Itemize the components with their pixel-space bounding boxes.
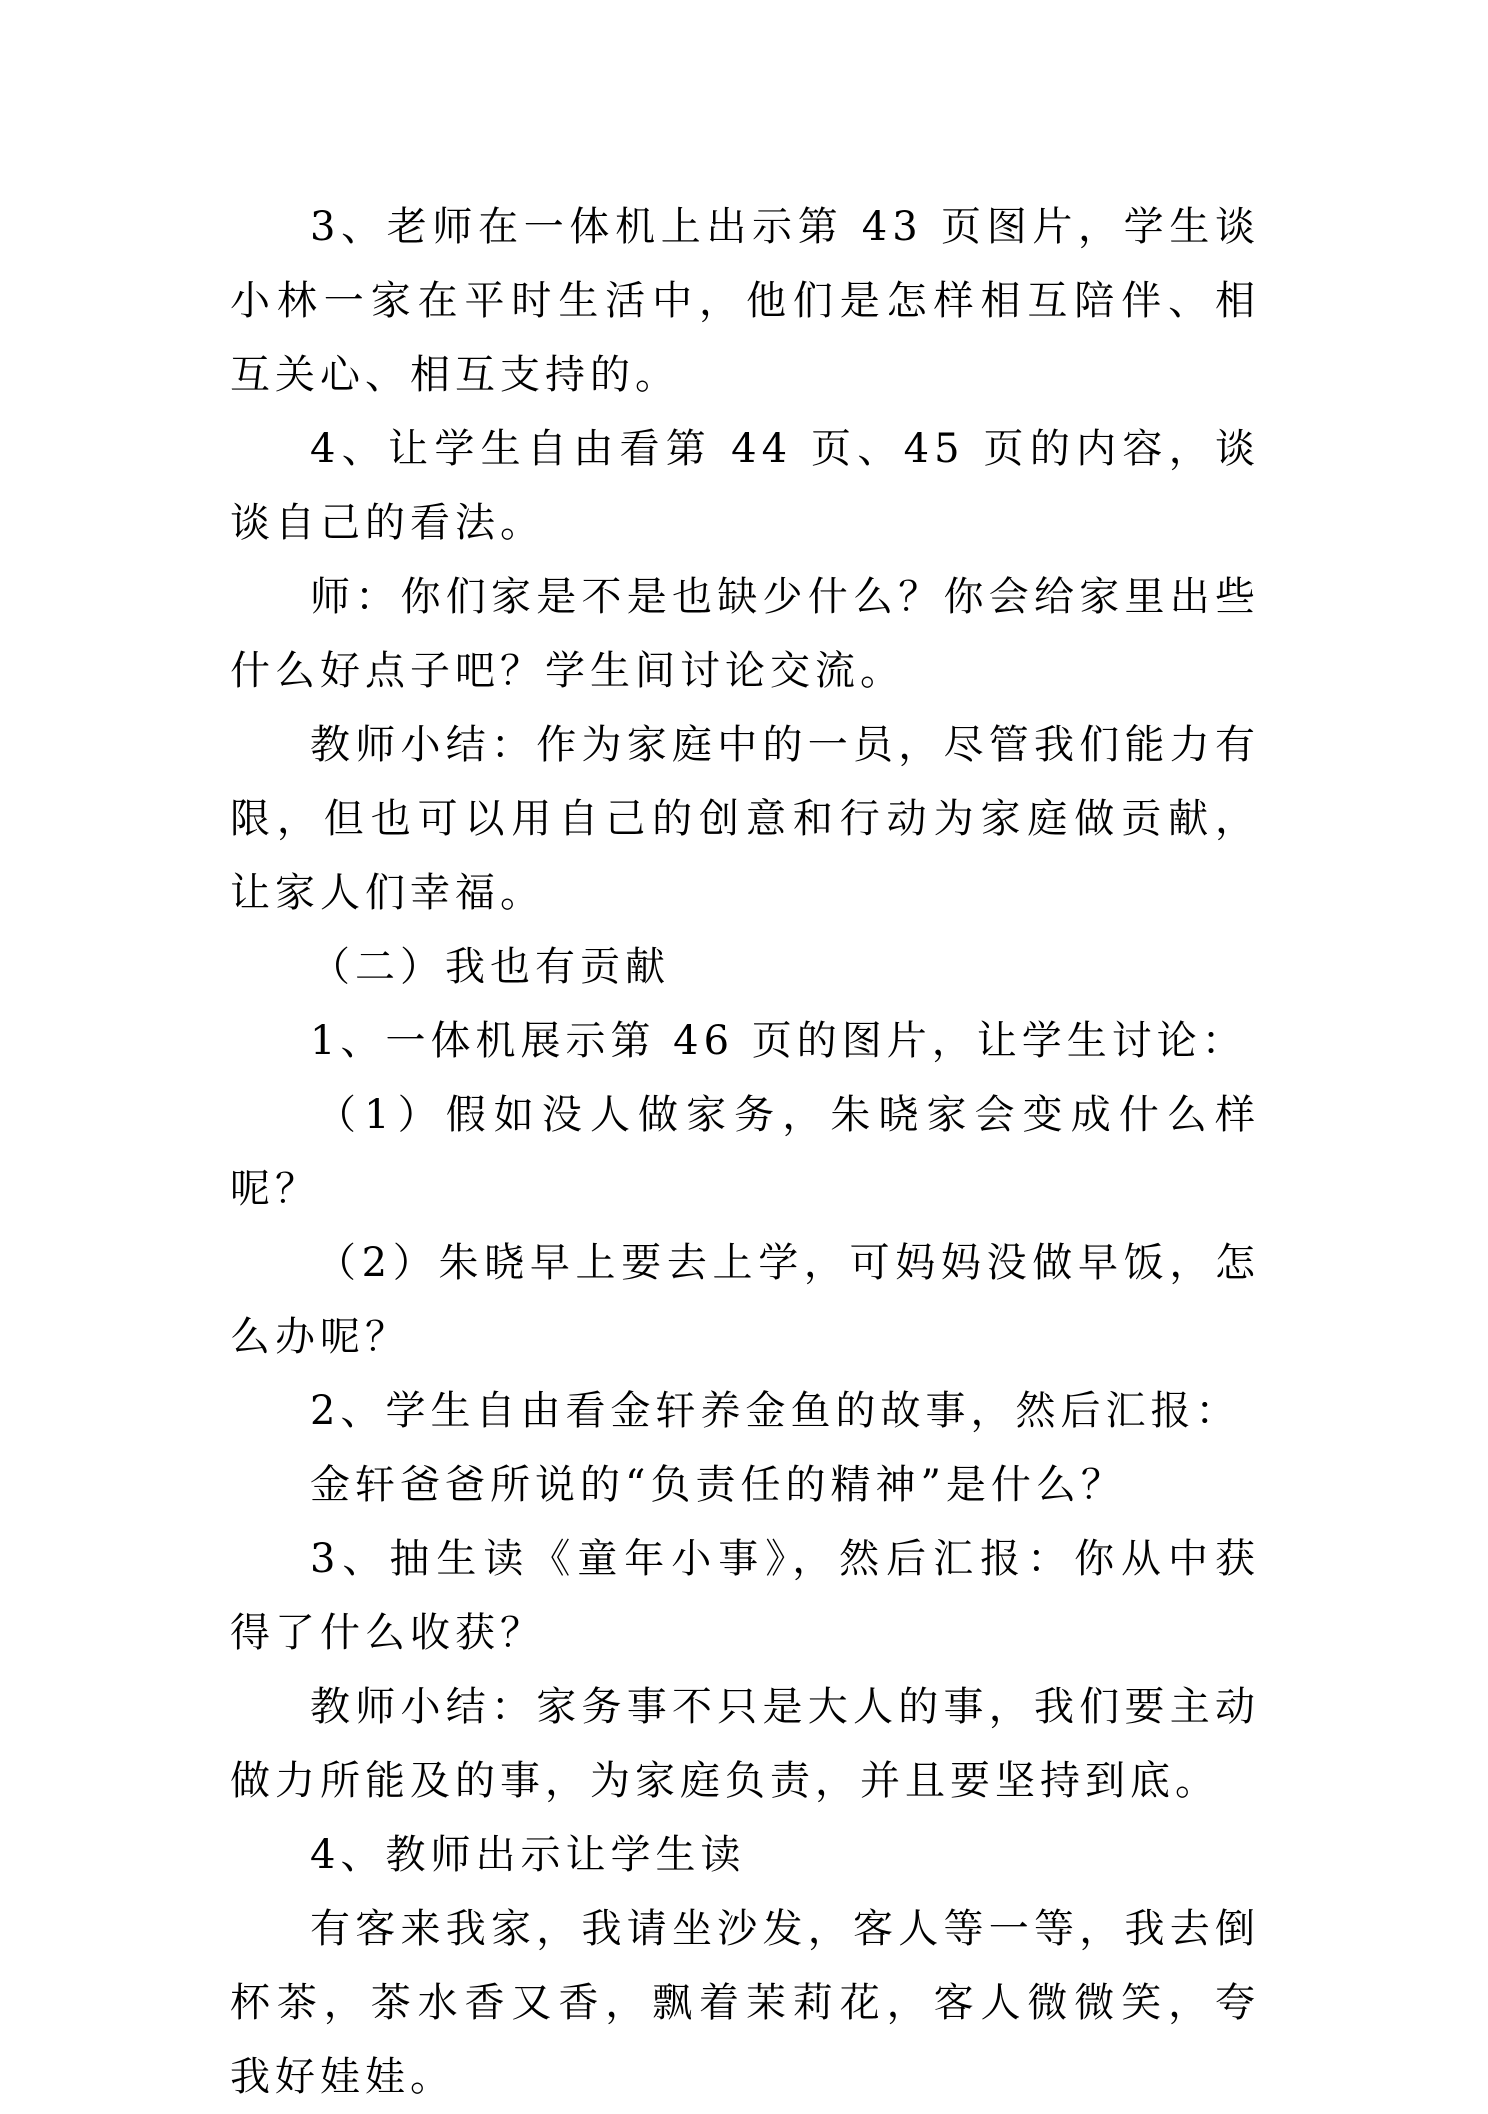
paragraph-poem: 有客来我家，我请坐沙发，客人等一等，我去倒杯茶，茶水香又香，飘着茉莉花，客人微微笑，夸我好娃娃。 [230,1906,1260,2100]
paragraph-step-3-picture-discussion: 3、老师在一体机上出示第 43 页图片，学生谈小林一家在平时生活中，他们是怎样相互陪伴、相互关心、相互支持的。 [230,204,1260,398]
paragraph-step-4-teacher-shows: 4、教师出示让学生读 [310,1832,746,1878]
paragraph-teacher-summary-1: 教师小结：作为家庭中的一员，尽管我们能力有限，但也可以用自己的创意和行动为家庭做贡献，让家人们幸福。 [230,722,1260,916]
paragraph-question-1: （1）假如没人做家务，朱晓家会变成什么样呢？ [230,1092,1260,1212]
paragraph-step-3-reading: 3、抽生读《童年小事》，然后汇报：你从中获得了什么收获？ [230,1536,1260,1656]
paragraph-step-1-show-picture: 1、一体机展示第 46 页的图片，让学生讨论： [310,1018,1247,1064]
paragraph-teacher-question: 师：你们家是不是也缺少什么？你会给家里出些什么好点子吧？学生间讨论交流。 [230,574,1260,694]
paragraph-step-2-goldfish-story: 2、学生自由看金轩养金鱼的故事，然后汇报： [310,1388,1241,1434]
paragraph-step-4-read-pages: 4、让学生自由看第 44 页、45 页的内容，谈谈自己的看法。 [230,426,1260,546]
section-heading-contribution: （二）我也有贡献 [310,944,670,990]
paragraph-responsibility-question: 金轩爸爸所说的“负责任的精神”是什么？ [310,1462,1126,1508]
paragraph-question-2: （2）朱晓早上要去上学，可妈妈没做早饭，怎么办呢？ [230,1240,1260,1360]
paragraph-teacher-summary-2: 教师小结：家务事不只是大人的事，我们要主动做力所能及的事，为家庭负责，并且要坚持到底。 [230,1684,1260,1804]
document-body [230,190,1260,2114]
